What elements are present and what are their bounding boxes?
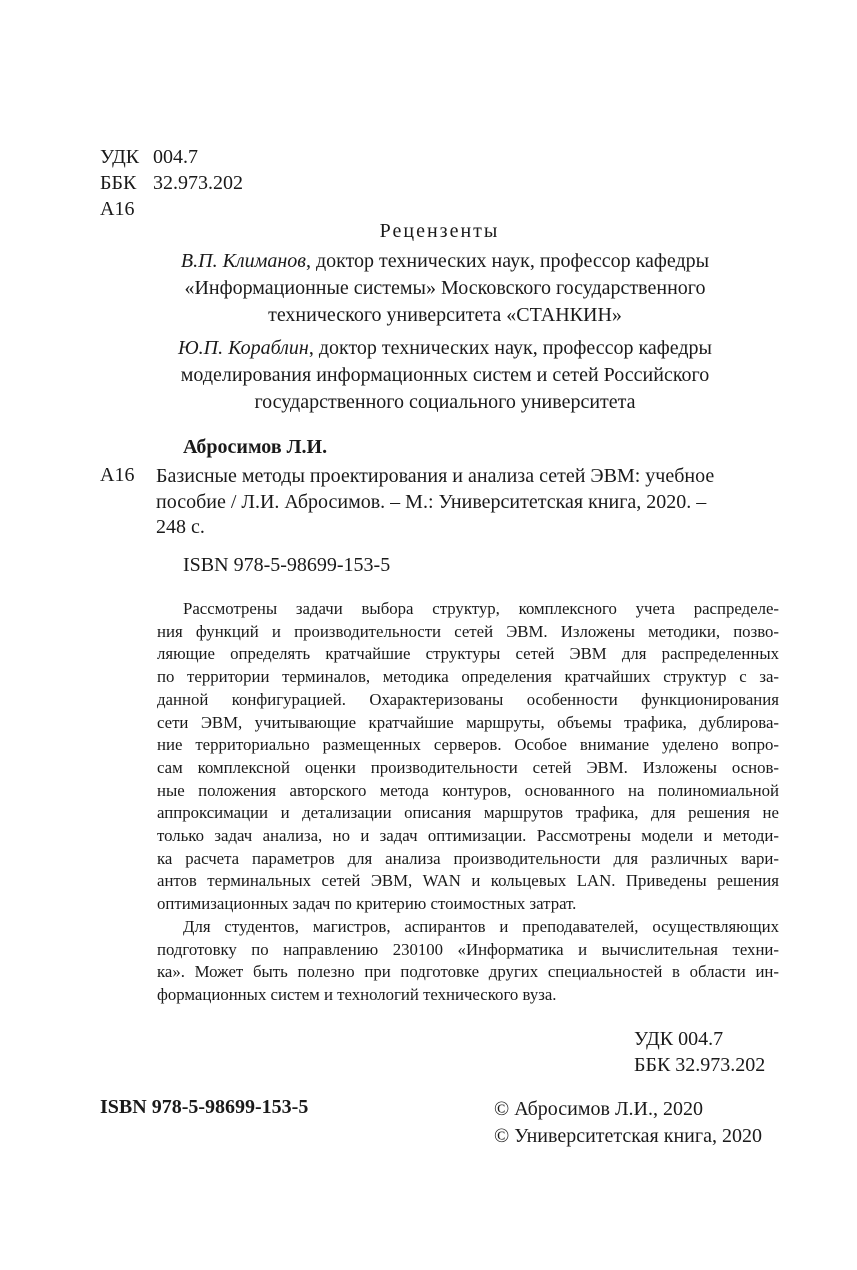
udk-value: 004.7 <box>153 146 198 168</box>
annotation-line: сам комплексной оценки производительности сетей ЭВМ. Изложены основ- <box>157 757 779 777</box>
footer-udk: УДК 004.7 <box>634 1028 724 1050</box>
annotation-line: ние территориально размещенных серверов. Особое внимание уделено вопро- <box>157 735 779 755</box>
reviewer-name: Ю.П. Кораблин <box>178 337 309 359</box>
annotation-line: данной конфигурацией. Охарактеризованы особенности функционирования <box>157 689 779 709</box>
copyright-publisher: © Университетская книга, 2020 <box>494 1125 762 1147</box>
bbk-label: ББК <box>100 172 137 194</box>
footer-codes <box>634 1026 765 1078</box>
annotation-line: ка». Может быть полезно при подготовке других специальностей в области ин- <box>157 962 779 982</box>
reviewer-line: технического университета «СТАНКИН» <box>268 304 622 326</box>
annotation-line: Рассмотрены задачи выбора структур, комплексного учета распределе- <box>183 599 779 618</box>
reviewer-line: , доктор технических наук, профессор кафедры <box>305 250 710 272</box>
annotation-paragraph-2 <box>157 916 779 1007</box>
annotation-line: оптимизационных задач по критерию стоимостных затрат. <box>157 894 577 914</box>
annotation-line: по территории терминалов, методика определения кратчайших структур с за- <box>157 667 779 687</box>
bibliographic-description <box>156 464 770 541</box>
annotation-line: только задач анализа, но и задач оптимизации. Рассмотрены модели и методи- <box>157 826 779 846</box>
footer-isbn: ISBN 978-5-98699-153-5 <box>100 1096 309 1118</box>
bbk-value: 32.973.202 <box>153 172 243 194</box>
udk-label: УДК <box>100 146 140 168</box>
annotation-paragraph-1 <box>157 598 779 916</box>
biblio-line: 248 с. <box>156 516 205 538</box>
annotation-line: ка расчета параметров для анализа производительности для различных вари- <box>157 848 779 868</box>
author-sign: А16 <box>100 198 135 220</box>
bbk-row <box>100 170 243 196</box>
reviewer-1 <box>130 248 760 329</box>
annotation-line: ния функций и производительности сетей ЭВМ. Изложены методики, позво- <box>157 621 779 641</box>
reviewer-name: В.П. Климанов <box>180 250 306 272</box>
biblio-line: Базисные методы проектирования и анализа сетей ЭВМ: учебное <box>156 465 715 487</box>
annotation-line: Для студентов, магистров, аспирантов и преподавателей, осуществляющих <box>183 916 779 936</box>
annotation-line: ляющие определять кратчайшие структуры сетей ЭВМ для распределенных <box>157 644 779 664</box>
reviewers-heading: Рецензенты <box>379 220 500 242</box>
reviewer-2 <box>130 335 760 416</box>
classification-codes <box>100 144 243 222</box>
author-heading: Абросимов Л.И. <box>183 436 328 458</box>
annotation-line: ные положения авторского метода контуров, основанного на полиномиальной <box>157 780 779 800</box>
annotation <box>157 598 779 1007</box>
author-cipher: А16 <box>100 464 135 486</box>
copyright-block <box>494 1096 762 1150</box>
footer-bbk: ББК 32.973.202 <box>634 1054 766 1076</box>
reviewer-line: , доктор технических наук, профессор кафедры <box>308 337 712 359</box>
isbn-line: ISBN 978-5-98699-153-5 <box>183 554 391 576</box>
annotation-line: сети ЭВМ, учитывающие кратчайшие маршруты, объемы трафика, дублирова- <box>157 712 779 732</box>
annotation-line: аппроксимации и детализации описания маршрутов трафика, для решения не <box>157 803 779 823</box>
biblio-line: пособие / Л.И. Абросимов. – М.: Университетская книга, 2020. – <box>156 490 707 513</box>
copyright-author: © Абросимов Л.И., 2020 <box>494 1098 703 1120</box>
annotation-line: подготовку по направлению 230100 «Информатика и вычислительная техни- <box>157 939 779 959</box>
reviewer-line: моделирования информационных систем и сетей Российского <box>180 364 710 386</box>
annotation-line: антов терминальных сетей ЭВМ, WAN и кольцевых LAN. Приведены решения <box>157 871 779 891</box>
udk-row <box>100 144 243 170</box>
reviewer-line: государственного социального университета <box>254 391 636 413</box>
reviewer-line: «Информационные системы» Московского государственного <box>184 277 706 299</box>
annotation-line: формационных систем и технологий технического вуза. <box>157 984 557 1004</box>
